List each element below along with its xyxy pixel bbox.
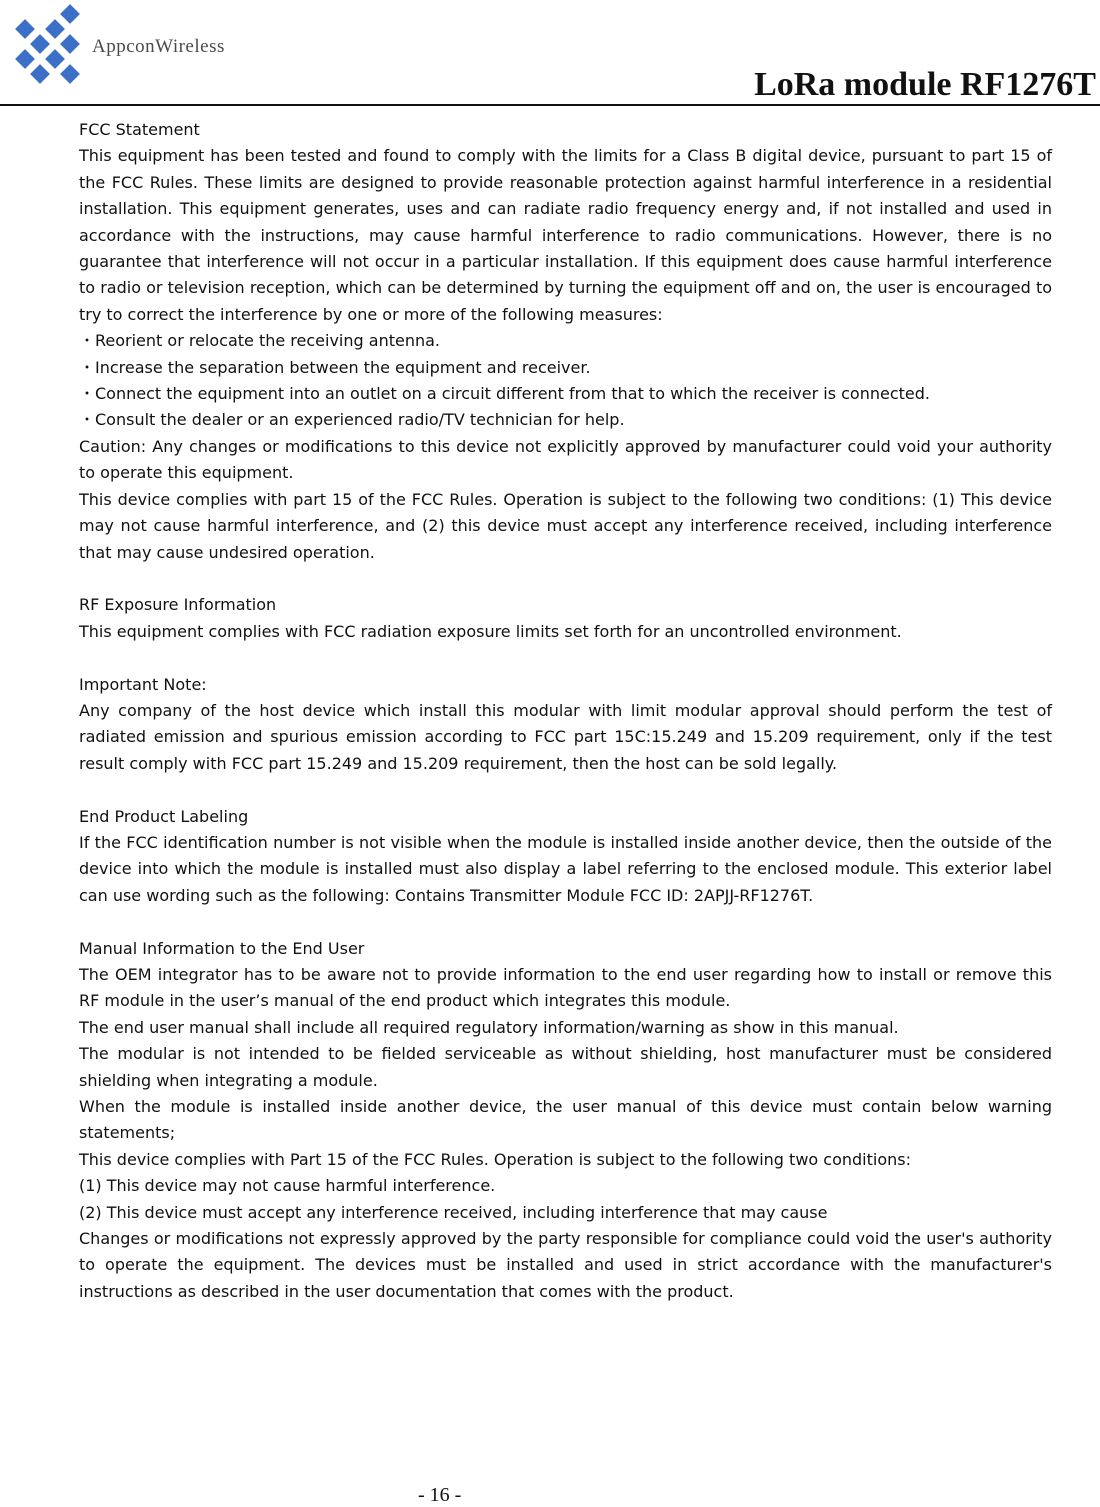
paragraph: This device complies with Part 15 of the FCC Rules. Operation is subject to the following two conditions: [79,1149,911,1169]
paragraph: This equipment has been tested and found to comply with the limits for a Class B digital device, pursuant to part 15 of the FCC Rules. These limits are designed to provide reasonable protection against harmful interference in a residential installation. This equipment generates, uses and can radiate radio frequency energy and, if not installed and used in accordance with the instructions, may cause harmful interference to radio communications. However, there is no guarantee that interference will not occur in a particular installation. If this equipment does cause harmful interference to radio or television reception, which can be determined by turning the equipment off and on, the user is encouraged to try to correct the interference by one or more of the following measures: [79,146,1052,324]
appcon-logo-icon [4,2,94,92]
page-number: - 16 - [418,1484,462,1506]
list-item: ・Consult the dealer or an experienced radio/TV technician for help. [79,410,625,430]
section-heading: End Product Labeling [79,806,249,826]
list-item: ・Reorient or relocate the receiving antenna. [79,331,440,351]
document-body [79,117,1052,1305]
list-item: ・Connect the equipment into an outlet on a circuit different from that to which the receiver is connected. [79,384,930,404]
section-heading: Important Note: [79,674,207,694]
paragraph: When the module is installed inside another device, the user manual of this device must contain below warning statements; [79,1096,1052,1143]
paragraph: The OEM integrator has to be aware not to provide information to the end user regarding how to install or remove this RF module in the user’s manual of the end product which integrates this module. [79,964,1052,1011]
paragraph: Any company of the host device which install this modular with limit modular approval should perform the test of radiated emission and spurious emission according to FCC part 15C:15.249 and 15.209 requirement, only if the test result comply with FCC part 15.249 and 15.209 requirement, then the host can be sold legally. [79,700,1052,773]
paragraph: (2) This device must accept any interference received, including interference that may cause [79,1202,828,1222]
document-title: LoRa module RF1276T [754,66,1096,103]
paragraph: (1) This device may not cause harmful interference. [79,1176,496,1196]
section-heading: Manual Information to the End User [79,938,365,958]
paragraph: Changes or modifications not expressly approved by the party responsible for compliance could void the user's authority to operate the equipment. The devices must be installed and used in strict accordance with the manufacturer's instructions as described in the user documentation that comes with the product. [79,1229,1052,1301]
paragraph: The modular is not intended to be fielded serviceable as without shielding, host manufacturer must be considered shielding when integrating a module. [79,1044,1052,1090]
list-item: ・Increase the separation between the equipment and receiver. [79,357,591,377]
paragraph: If the FCC identification number is not visible when the module is installed inside another device, then the outside of the device into which the module is installed must also display a label referring to the enclosed module. This exterior label can use wording such as the following: Contains Transmitter Module FCC ID: 2APJJ-RF1276T. [79,832,1052,905]
brand-name: AppconWireless [92,36,225,57]
section-heading: FCC Statement [79,120,200,139]
paragraph: Caution: Any changes or modifications to this device not explicitly approved by manufacturer could void your authority to operate this equipment. [79,436,1052,483]
paragraph: This equipment complies with FCC radiation exposure limits set forth for an uncontrolled environment. [79,621,902,641]
page-header [0,0,1100,106]
paragraph: The end user manual shall include all required regulatory information/warning as show in this manual. [79,1017,899,1037]
section-heading: RF Exposure Information [79,595,277,615]
header-divider [0,104,1100,106]
paragraph: This device complies with part 15 of the FCC Rules. Operation is subject to the following two conditions: (1) This device may not cause harmful interference, and (2) this device must accept any interference received, including interference that may cause undesired operation. [79,489,1052,562]
